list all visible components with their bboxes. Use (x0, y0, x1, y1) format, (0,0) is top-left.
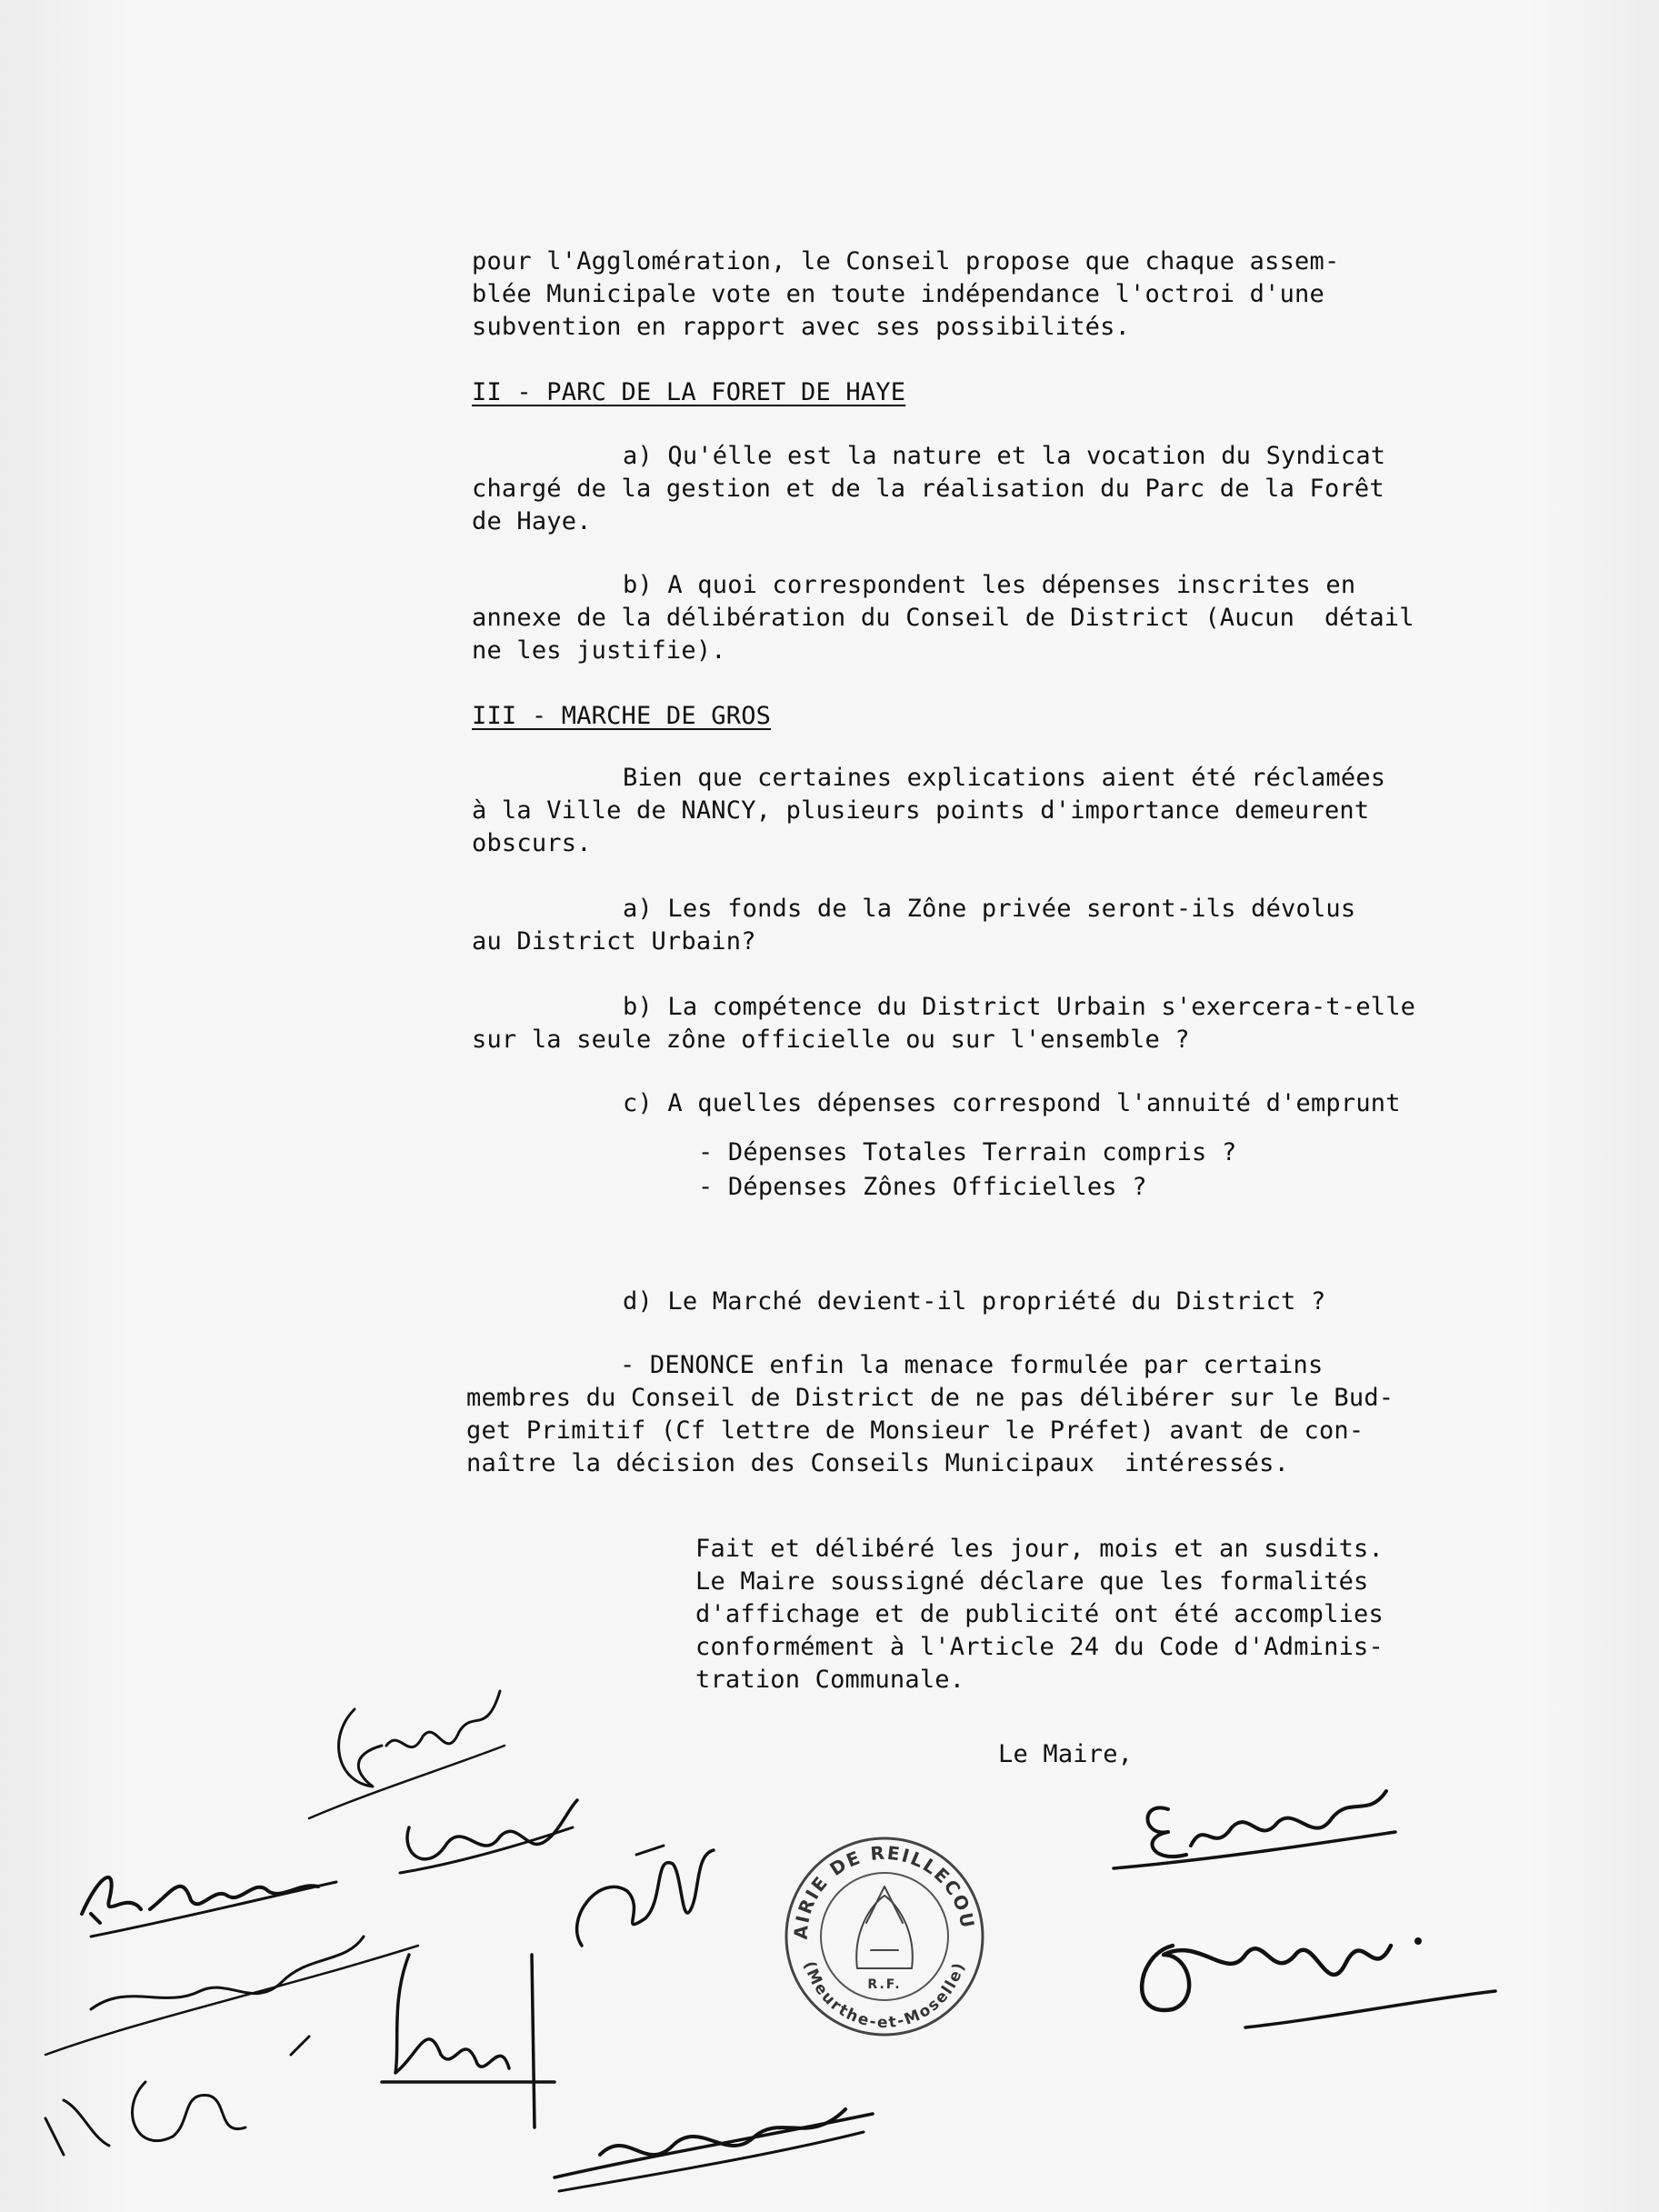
section-3-c: c) A quelles dépenses correspond l'annuité d'emprunt (623, 1089, 1401, 1117)
signature-mayor-2 (1118, 1900, 1500, 2064)
denonce-line-2: membres du Conseil de District de ne pas délibérer sur le Bud- (466, 1384, 1394, 1412)
section-3-intro-line-1: Bien que certaines explications aient été réclamées (623, 764, 1386, 792)
closing-line-2: Le Maire soussigné déclare que les formalités (695, 1567, 1369, 1596)
section-3-b-line-2: sur la seule zône officielle ou sur l'ensemble ? (472, 1026, 1190, 1054)
section-2-a-line-1: a) Qu'élle est la nature et la vocation du Syndicat (623, 442, 1386, 470)
intro-line-1: pour l'Agglomération, le Conseil propose que chaque assem- (472, 247, 1340, 275)
section-3-intro-line-3: obscurs. (472, 829, 592, 857)
section-2-b-line-2: annexe de la délibération du Conseil de District (Aucun détail (472, 604, 1414, 632)
seal-center-text: R.F. (867, 1977, 902, 1992)
section-3-a-line-2: au District Urbain? (472, 927, 756, 956)
section-3-c-item-2: - Dépenses Zônes Officielles ? (698, 1173, 1147, 1201)
section-3-a-line-1: a) Les fonds de la Zône privée seront-ils dévolus (623, 895, 1356, 923)
svg-text:(Meurthe-et-Moselle) (800, 1959, 969, 2032)
signature-bottom (545, 2091, 882, 2200)
mairie-seal (770, 1815, 989, 2041)
section-2-heading: II - PARC DE LA FORET DE HAYE (472, 378, 906, 406)
section-2-b-line-3: ne les justifie). (472, 636, 726, 665)
closing-line-3: d'affichage et de publicité ont été accomplies (695, 1600, 1384, 1628)
intro-line-2: blée Municipale vote en toute indépendance l'octroi d'une (472, 280, 1324, 308)
section-2-a-line-3: de Haye. (472, 507, 592, 535)
intro-line-3: subvention en rapport avec ses possibilités. (472, 313, 1131, 341)
signature-mayor (1104, 1782, 1404, 1891)
denonce-line-1: - DENONCE enfin la menace formulée par certains (620, 1351, 1324, 1379)
section-2-a-line-2: chargé de la gestion et de la réalisation du Parc de la Forêt (472, 475, 1384, 503)
closing-line-5: tration Communale. (695, 1666, 965, 1694)
section-2-b-line-1: b) A quoi correspondent les dépenses inscrites en (623, 571, 1356, 599)
seal-bottom-text: (Meurthe-et-Moselle) (800, 1959, 969, 2033)
denonce-line-4: naître la décision des Conseils Municipaux intéressés. (466, 1449, 1290, 1477)
closing-line-4: conformément à l'Article 24 du Code d'Adminis- (695, 1633, 1384, 1661)
section-3-c-item-1: - Dépenses Totales Terrain compris ? (698, 1138, 1237, 1166)
section-3-heading: III - MARCHE DE GROS (472, 702, 772, 730)
closing-line-1: Fait et délibéré les jour, mois et an susdits. (695, 1535, 1384, 1563)
section-3-intro-line-2: à la Ville de NANCY, plusieurs points d'importance demeurent (472, 796, 1370, 825)
seal-top-text: MAIRIE DE REILLECOURT (770, 1815, 979, 1940)
section-3-b-line-1: b) La compétence du District Urbain s'exercera-t-elle (623, 993, 1416, 1021)
mayor-signoff: Le Maire, (998, 1740, 1134, 1768)
section-3-d: d) Le Marché devient-il propriété du District ? (623, 1287, 1326, 1316)
denonce-line-3: get Primitif (Cf lettre de Monsieur le Préfet) avant de con- (466, 1416, 1364, 1445)
svg-text:MAIRIE DE REILLECOURT (770, 1815, 979, 1940)
